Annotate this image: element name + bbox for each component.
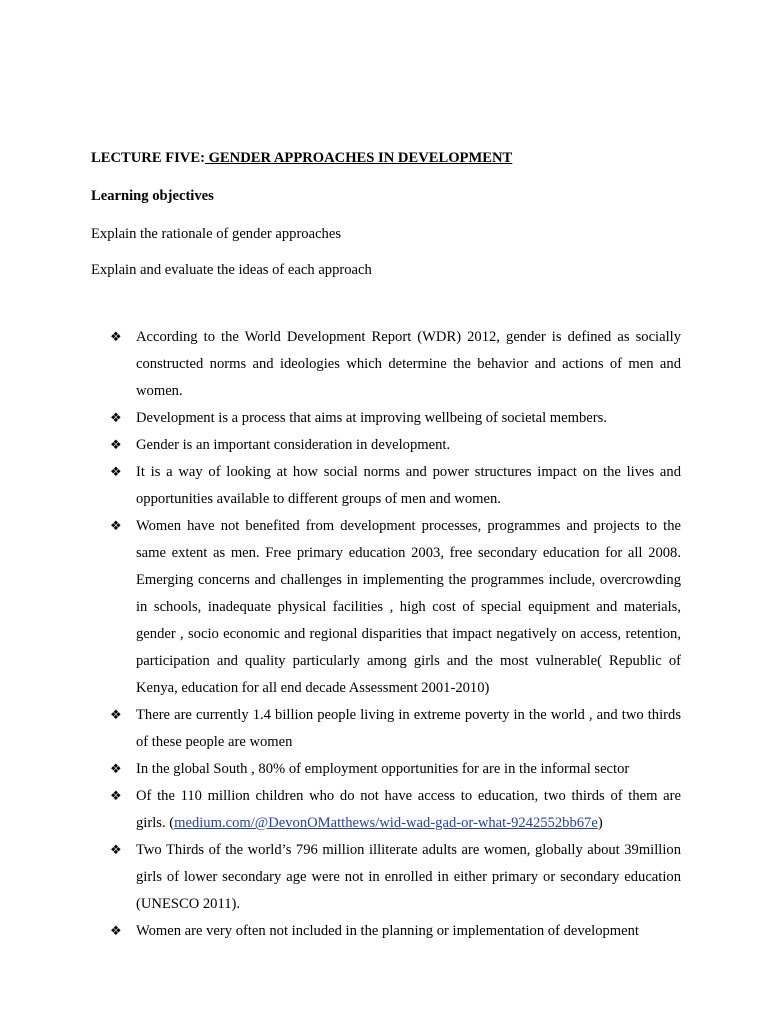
objectives-heading: Learning objectives	[91, 188, 214, 204]
bullet-diamond-icon: ❖	[110, 843, 122, 858]
bullet-diamond-icon: ❖	[110, 330, 122, 345]
bullet-text: In the global South , 80% of employment opportunities for are in the informal sector	[136, 761, 630, 777]
bullet-item	[91, 783, 681, 837]
bullet-text: There are currently 1.4 billion people living in extreme poverty in the world , and two thirds of these people are women	[136, 707, 681, 750]
bullet-list	[91, 324, 681, 945]
objective-1: Explain the rationale of gender approaches	[91, 226, 342, 242]
bullet-text: Of the 110 million children who do not have access to education, two thirds of them are girls. (	[136, 788, 681, 831]
bullet-text: According to the World Development Report (WDR) 2012, gender is defined as socially constructed norms and ideologies which determine the behavior and actions of men and women.	[136, 329, 681, 399]
bullet-text: Women have not benefited from development processes, programmes and projects to the same extent as men. Free primary education 2003, free secondary education for all 2008. Emerging concerns and challenges in implementing the programmes include, overcrowding in schools, inadequate physical facilities , high cost of special equipment and materials, gender , socio economic and regional disparities that impact negatively on access, retention, participation and quality particularly among girls and the most vulnerable( Republic of Kenya, education for all end decade Assessment 2001-2010)	[136, 518, 681, 696]
bullet-text: Gender is an important consideration in development.	[136, 437, 451, 453]
bullet-item	[91, 405, 681, 432]
bullet-diamond-icon: ❖	[110, 924, 122, 939]
link-close-paren: )	[597, 815, 603, 831]
bullet-diamond-icon: ❖	[110, 519, 122, 534]
lecture-prefix: LECTURE FIVE:	[91, 150, 205, 166]
bullet-text: It is a way of looking at how social norms and power structures impact on the lives and opportunities available to different groups of men and women.	[136, 464, 681, 507]
bullet-item	[91, 432, 681, 459]
bullet-item	[91, 918, 681, 945]
bullet-item	[91, 702, 681, 756]
lecture-title: GENDER APPROACHES IN DEVELOPMENT	[204, 150, 513, 166]
bullet-diamond-icon: ❖	[110, 438, 122, 453]
lecture-heading	[91, 150, 512, 167]
bullet-text: Women are very often not included in the planning or implementation of development	[136, 923, 639, 939]
bullet-item	[91, 513, 681, 702]
bullet-diamond-icon: ❖	[110, 465, 122, 480]
bullet-diamond-icon: ❖	[110, 762, 122, 777]
bullet-text: Development is a process that aims at improving wellbeing of societal members.	[136, 410, 607, 426]
bullet-diamond-icon: ❖	[110, 411, 122, 426]
bullet-item	[91, 837, 681, 918]
bullet-item	[91, 324, 681, 405]
source-link[interactable]: medium.com/@DevonOMatthews/wid-wad-gad-or-what-9242552bb67e	[174, 815, 598, 831]
bullet-text: Two Thirds of the world’s 796 million illiterate adults are women, globally about 39million girls of lower secondary age were not in enrolled in either primary or secondary education (UNESCO 2011).	[136, 842, 681, 912]
bullet-item	[91, 756, 681, 783]
bullet-diamond-icon: ❖	[110, 708, 122, 723]
bullet-item	[91, 459, 681, 513]
bullet-diamond-icon: ❖	[110, 789, 122, 804]
objective-2: Explain and evaluate the ideas of each approach	[91, 262, 372, 278]
